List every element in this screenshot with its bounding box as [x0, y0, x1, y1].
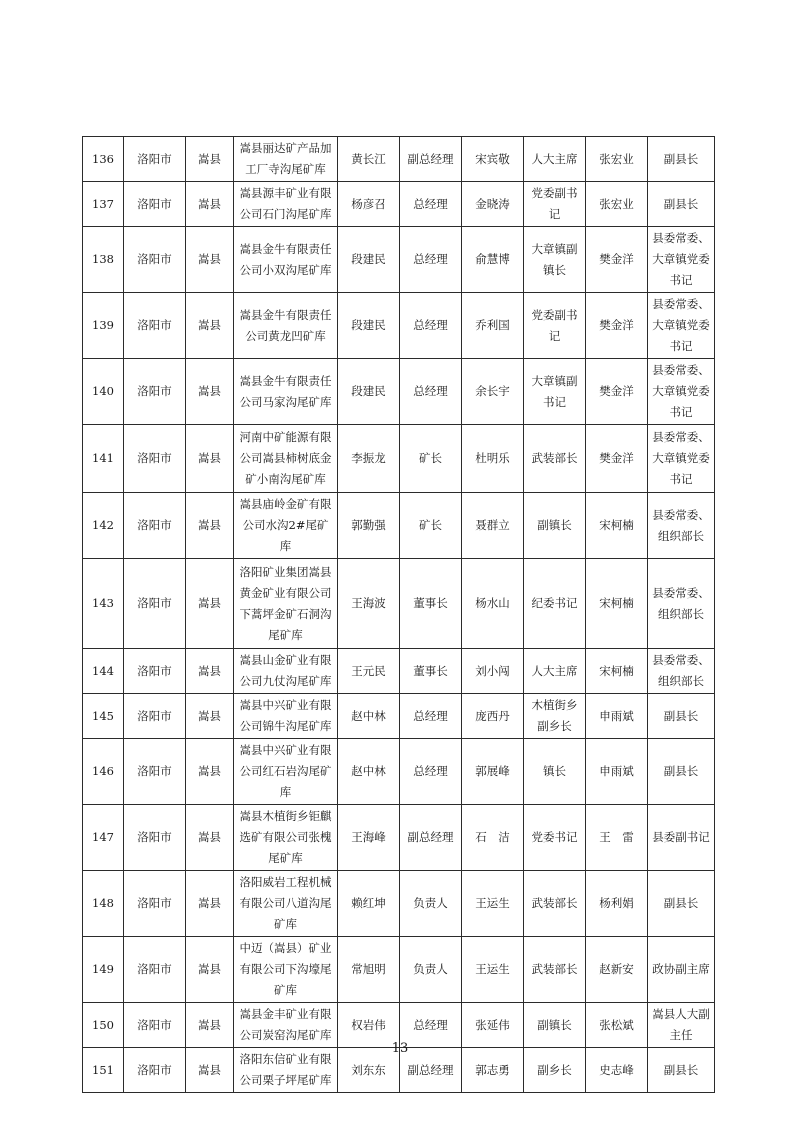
table-row [83, 871, 715, 937]
county-cell: 嵩县 [186, 739, 234, 805]
table-row [83, 805, 715, 871]
city-cell: 洛阳市 [124, 694, 186, 739]
table-row [83, 937, 715, 1003]
supervisor-title-cell: 副县长 [648, 694, 715, 739]
supervisor-name-cell: 樊金洋 [586, 359, 648, 425]
table-row [83, 425, 715, 493]
supervisor-name-cell: 宋柯楠 [586, 649, 648, 694]
table-row [83, 137, 715, 182]
owner-name-cell: 杨彦召 [338, 182, 400, 227]
owner-title-cell: 副总经理 [400, 1048, 462, 1093]
official-title-cell: 大章镇副镇长 [524, 227, 586, 293]
mine-name-cell: 中迈（嵩县）矿业有限公司下沟壕尾矿库 [234, 937, 338, 1003]
official-name-cell: 刘小闯 [462, 649, 524, 694]
city-cell: 洛阳市 [124, 227, 186, 293]
supervisor-name-cell: 赵新安 [586, 937, 648, 1003]
table-row [83, 649, 715, 694]
city-cell: 洛阳市 [124, 425, 186, 493]
official-name-cell: 俞慧博 [462, 227, 524, 293]
supervisor-title-cell: 县委常委、大章镇党委书记 [648, 227, 715, 293]
row-number: 149 [83, 937, 124, 1003]
supervisor-name-cell: 樊金洋 [586, 227, 648, 293]
mine-name-cell: 河南中矿能源有限公司嵩县柿树底金矿小南沟尾矿库 [234, 425, 338, 493]
mine-name-cell: 洛阳矿业集团嵩县黄金矿业有限公司下蒿坪金矿石洞沟尾矿库 [234, 559, 338, 649]
official-title-cell: 武装部长 [524, 937, 586, 1003]
county-cell: 嵩县 [186, 359, 234, 425]
owner-name-cell: 王海峰 [338, 805, 400, 871]
official-title-cell: 副镇长 [524, 1003, 586, 1048]
row-number: 136 [83, 137, 124, 182]
county-cell: 嵩县 [186, 137, 234, 182]
official-name-cell: 余长宇 [462, 359, 524, 425]
county-cell: 嵩县 [186, 227, 234, 293]
official-name-cell: 乔利国 [462, 293, 524, 359]
official-name-cell: 张延伟 [462, 1003, 524, 1048]
supervisor-title-cell: 副县长 [648, 182, 715, 227]
official-name-cell: 郭展峰 [462, 739, 524, 805]
row-number: 140 [83, 359, 124, 425]
official-name-cell: 王运生 [462, 937, 524, 1003]
city-cell: 洛阳市 [124, 649, 186, 694]
row-number: 151 [83, 1048, 124, 1093]
mine-name-cell: 嵩县中兴矿业有限公司锦牛沟尾矿库 [234, 694, 338, 739]
supervisor-title-cell: 嵩县人大副主任 [648, 1003, 715, 1048]
table-row [83, 739, 715, 805]
owner-name-cell: 权岩伟 [338, 1003, 400, 1048]
owner-title-cell: 负责人 [400, 871, 462, 937]
row-number: 150 [83, 1003, 124, 1048]
row-number: 141 [83, 425, 124, 493]
supervisor-title-cell: 县委副书记 [648, 805, 715, 871]
county-cell: 嵩县 [186, 937, 234, 1003]
city-cell: 洛阳市 [124, 1003, 186, 1048]
owner-title-cell: 矿长 [400, 425, 462, 493]
supervisor-name-cell: 樊金洋 [586, 425, 648, 493]
supervisor-name-cell: 史志峰 [586, 1048, 648, 1093]
city-cell: 洛阳市 [124, 739, 186, 805]
city-cell: 洛阳市 [124, 937, 186, 1003]
row-number: 146 [83, 739, 124, 805]
owner-title-cell: 总经理 [400, 227, 462, 293]
official-name-cell: 王运生 [462, 871, 524, 937]
owner-title-cell: 总经理 [400, 359, 462, 425]
city-cell: 洛阳市 [124, 137, 186, 182]
owner-title-cell: 副总经理 [400, 137, 462, 182]
supervisor-name-cell: 樊金洋 [586, 293, 648, 359]
owner-title-cell: 董事长 [400, 649, 462, 694]
city-cell: 洛阳市 [124, 359, 186, 425]
owner-title-cell: 董事长 [400, 559, 462, 649]
city-cell: 洛阳市 [124, 182, 186, 227]
supervisor-title-cell: 县委常委、组织部长 [648, 649, 715, 694]
supervisor-title-cell: 副县长 [648, 1048, 715, 1093]
owner-name-cell: 段建民 [338, 227, 400, 293]
mine-name-cell: 嵩县木植街乡钜麒选矿有限公司张槐尾矿库 [234, 805, 338, 871]
table-row [83, 293, 715, 359]
supervisor-name-cell: 张宏业 [586, 182, 648, 227]
owner-name-cell: 刘东东 [338, 1048, 400, 1093]
responsibility-table [82, 136, 715, 1093]
row-number: 147 [83, 805, 124, 871]
official-name-cell: 庞西丹 [462, 694, 524, 739]
supervisor-name-cell: 杨利娟 [586, 871, 648, 937]
supervisor-title-cell: 县委常委、大章镇党委书记 [648, 293, 715, 359]
table-row [83, 359, 715, 425]
official-name-cell: 郭志勇 [462, 1048, 524, 1093]
official-name-cell: 聂群立 [462, 493, 524, 559]
mine-name-cell: 嵩县金牛有限责任公司马家沟尾矿库 [234, 359, 338, 425]
official-title-cell: 副镇长 [524, 493, 586, 559]
official-title-cell: 武装部长 [524, 425, 586, 493]
supervisor-name-cell: 宋柯楠 [586, 559, 648, 649]
mine-name-cell: 嵩县金牛有限责任公司黄龙凹矿库 [234, 293, 338, 359]
county-cell: 嵩县 [186, 871, 234, 937]
table-body [83, 137, 715, 1093]
county-cell: 嵩县 [186, 293, 234, 359]
owner-name-cell: 段建民 [338, 359, 400, 425]
table-row [83, 694, 715, 739]
official-title-cell: 人大主席 [524, 137, 586, 182]
row-number: 139 [83, 293, 124, 359]
owner-name-cell: 段建民 [338, 293, 400, 359]
row-number: 137 [83, 182, 124, 227]
supervisor-name-cell: 张松斌 [586, 1003, 648, 1048]
row-number: 145 [83, 694, 124, 739]
table-row [83, 559, 715, 649]
county-cell: 嵩县 [186, 493, 234, 559]
owner-name-cell: 赖红坤 [338, 871, 400, 937]
mine-name-cell: 嵩县中兴矿业有限公司红石岩沟尾矿库 [234, 739, 338, 805]
official-title-cell: 武装部长 [524, 871, 586, 937]
mine-name-cell: 嵩县金丰矿业有限公司炭窑沟尾矿库 [234, 1003, 338, 1048]
supervisor-name-cell: 申雨斌 [586, 739, 648, 805]
row-number: 138 [83, 227, 124, 293]
supervisor-name-cell: 申雨斌 [586, 694, 648, 739]
row-number: 144 [83, 649, 124, 694]
table-row [83, 182, 715, 227]
table-row [83, 227, 715, 293]
county-cell: 嵩县 [186, 1003, 234, 1048]
county-cell: 嵩县 [186, 425, 234, 493]
table-row [83, 493, 715, 559]
owner-title-cell: 负责人 [400, 937, 462, 1003]
supervisor-name-cell: 张宏业 [586, 137, 648, 182]
official-name-cell: 石 洁 [462, 805, 524, 871]
county-cell: 嵩县 [186, 1048, 234, 1093]
city-cell: 洛阳市 [124, 1048, 186, 1093]
owner-name-cell: 郭勤强 [338, 493, 400, 559]
supervisor-title-cell: 县委常委、组织部长 [648, 559, 715, 649]
city-cell: 洛阳市 [124, 559, 186, 649]
supervisor-name-cell: 王 雷 [586, 805, 648, 871]
mine-name-cell: 嵩县金牛有限责任公司小双沟尾矿库 [234, 227, 338, 293]
owner-name-cell: 常旭明 [338, 937, 400, 1003]
owner-name-cell: 李振龙 [338, 425, 400, 493]
owner-name-cell: 赵中林 [338, 694, 400, 739]
supervisor-title-cell: 县委常委、组织部长 [648, 493, 715, 559]
official-name-cell: 金晓涛 [462, 182, 524, 227]
owner-title-cell: 总经理 [400, 694, 462, 739]
city-cell: 洛阳市 [124, 871, 186, 937]
owner-title-cell: 总经理 [400, 293, 462, 359]
owner-name-cell: 赵中林 [338, 739, 400, 805]
owner-title-cell: 总经理 [400, 739, 462, 805]
supervisor-name-cell: 宋柯楠 [586, 493, 648, 559]
supervisor-title-cell: 副县长 [648, 871, 715, 937]
official-title-cell: 人大主席 [524, 649, 586, 694]
row-number: 143 [83, 559, 124, 649]
owner-name-cell: 王海波 [338, 559, 400, 649]
owner-title-cell: 总经理 [400, 182, 462, 227]
official-title-cell: 镇长 [524, 739, 586, 805]
official-title-cell: 党委书记 [524, 805, 586, 871]
page-number: 13 [391, 1041, 409, 1056]
mine-name-cell: 嵩县源丰矿业有限公司石门沟尾矿库 [234, 182, 338, 227]
official-name-cell: 杜明乐 [462, 425, 524, 493]
supervisor-title-cell: 县委常委、大章镇党委书记 [648, 359, 715, 425]
owner-title-cell: 副总经理 [400, 805, 462, 871]
mine-name-cell: 嵩县庙岭金矿有限公司水沟2#尾矿库 [234, 493, 338, 559]
official-name-cell: 宋宾敬 [462, 137, 524, 182]
county-cell: 嵩县 [186, 805, 234, 871]
official-name-cell: 杨水山 [462, 559, 524, 649]
official-title-cell: 木植街乡副乡长 [524, 694, 586, 739]
owner-title-cell: 矿长 [400, 493, 462, 559]
official-title-cell: 大章镇副书记 [524, 359, 586, 425]
official-title-cell: 党委副书记 [524, 182, 586, 227]
county-cell: 嵩县 [186, 182, 234, 227]
supervisor-title-cell: 副县长 [648, 739, 715, 805]
mine-name-cell: 洛阳威岩工程机械有限公司八道沟尾矿库 [234, 871, 338, 937]
county-cell: 嵩县 [186, 649, 234, 694]
city-cell: 洛阳市 [124, 805, 186, 871]
official-title-cell: 党委副书记 [524, 293, 586, 359]
supervisor-title-cell: 政协副主席 [648, 937, 715, 1003]
official-title-cell: 纪委书记 [524, 559, 586, 649]
county-cell: 嵩县 [186, 559, 234, 649]
owner-title-cell: 总经理 [400, 1003, 462, 1048]
supervisor-title-cell: 县委常委、大章镇党委书记 [648, 425, 715, 493]
city-cell: 洛阳市 [124, 293, 186, 359]
row-number: 148 [83, 871, 124, 937]
mine-name-cell: 嵩县丽达矿产品加工厂寺沟尾矿库 [234, 137, 338, 182]
supervisor-title-cell: 副县长 [648, 137, 715, 182]
city-cell: 洛阳市 [124, 493, 186, 559]
county-cell: 嵩县 [186, 694, 234, 739]
official-title-cell: 副乡长 [524, 1048, 586, 1093]
mine-name-cell: 嵩县山金矿业有限公司九仗沟尾矿库 [234, 649, 338, 694]
mine-name-cell: 洛阳东信矿业有限公司栗子坪尾矿库 [234, 1048, 338, 1093]
row-number: 142 [83, 493, 124, 559]
owner-name-cell: 黄长江 [338, 137, 400, 182]
owner-name-cell: 王元民 [338, 649, 400, 694]
